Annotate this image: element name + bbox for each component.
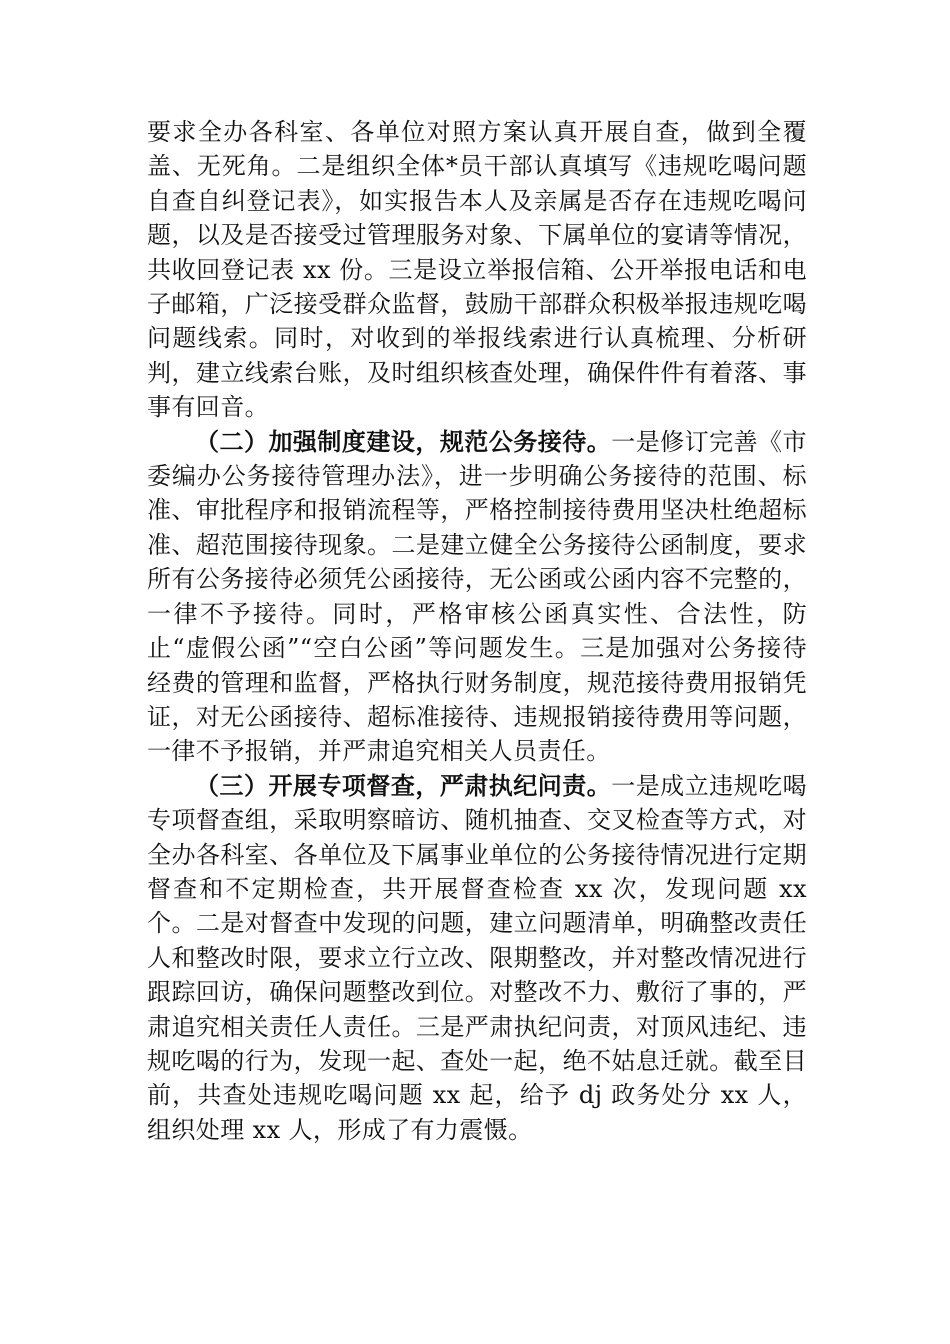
paragraph-section-3 [147, 769, 807, 1147]
paragraph-section-2 [147, 425, 807, 769]
section-heading: （三）开展专项督查，严肃执纪问责。 [195, 770, 612, 800]
paragraph-body: 一是修订完善《市委编办公务接待管理办法》，进一步明确公务接待的范围、标准、审批程序和报销流程等，严格控制接待费用坚决杜绝超标准、超范围接待现象。二是建立健全公务接待公函制度，要求所有公务接待必须凭公函接待，无公函或公函内容不完整的，一律不予接待。同时，严格审核公函真实性、合法性，防止“虚假公函”“空白公函”等问题发生。三是加强对公务接待经费的管理和监督，严格执行财务制度，规范接待费用报销凭证，对无公函接待、超标准接待、违规报销接待费用等问题，一律不予报销，并严肃追究相关人员责任。 [147, 427, 807, 766]
paragraph-body: 一是成立违规吃喝专项督查组，采取明察暗访、随机抽查、交叉检查等方式，对全办各科室、各单位及下属事业单位的公务接待情况进行定期督查和不定期检查，共开展督查检查 xx 次，发现问题 xx 个。二是对督查中发现的问题，建立问题清单，明确整改责任人和整改时限，要求立行立改、限期整改，并对整改情况进行跟踪回访，确保问题整改到位。对整改不力、敷衍了事的，严肃追究相关责任人责任。三是严肃执纪问责，对顶风违纪、违规吃喝的行为，发现一起、查处一起，绝不姑息迁就。截至目前，共查处违规吃喝问题 xx 起，给予 dj 政务处分 xx 人，组织处理 xx 人，形成了有力震慑。 [147, 771, 807, 1144]
document-page [147, 115, 807, 1147]
paragraph-body: 要求全办各科室、各单位对照方案认真开展自查，做到全覆盖、无死角。二是组织全体*员干部认真填写《违规吃喝问题自查自纠登记表》，如实报告本人及亲属是否存在违规吃喝问题，以及是否接受过管理服务对象、下属单位的宴请等情况，共收回登记表 xx 份。三是设立举报信箱、公开举报电话和电子邮箱，广泛接受群众监督，鼓励干部群众积极举报违规吃喝问题线索。同时，对收到的举报线索进行认真梳理、分析研判，建立线索台账，及时组织核查处理，确保件件有着落、事事有回音。 [147, 118, 807, 422]
section-heading: （二）加强制度建设，规范公务接待。 [195, 426, 612, 456]
paragraph-continuation [147, 115, 807, 425]
